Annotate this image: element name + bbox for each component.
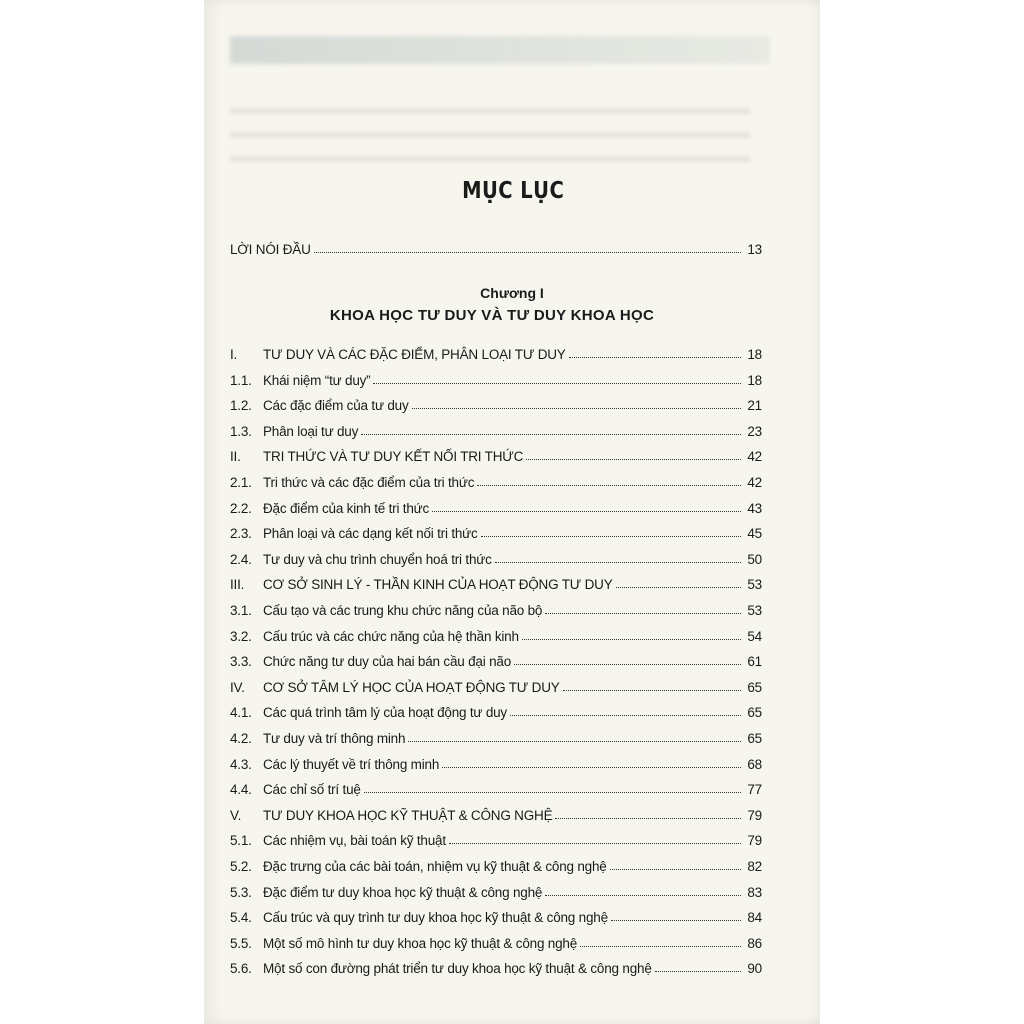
toc-entry: [230, 391, 762, 413]
dot-leader: [481, 536, 741, 537]
dot-leader: [616, 587, 741, 588]
dot-leader: [510, 715, 741, 716]
dot-leader: [569, 357, 741, 358]
bleed-through-line: [230, 132, 750, 138]
toc-entry-page: 79: [747, 807, 762, 823]
toc-entry-label: Cấu tạo và các trung khu chức năng của não bộ: [263, 603, 543, 618]
toc-entry-number: IV.: [230, 679, 245, 695]
toc-entry-number: 5.2.: [230, 859, 252, 874]
toc-entry-label: Tư duy và trí thông minh: [263, 731, 406, 746]
bleed-through-header: [230, 36, 770, 64]
toc-entry-number: 5.6.: [230, 961, 252, 977]
dot-leader: [655, 971, 741, 972]
toc-entry-label: TƯ DUY KHOA HỌC KỸ THUẬT & CÔNG NGHỆ: [263, 807, 553, 823]
toc-entry-page: 50: [747, 551, 762, 567]
toc-entry-label: Các lý thuyết về trí thông minh: [263, 756, 440, 772]
toc-entry-label: Một số mô hình tư duy khoa học kỹ thuật & công nghệ: [263, 935, 578, 951]
toc-entry-number: V.: [230, 807, 242, 823]
toc-entry-number: 2.1.: [230, 475, 252, 490]
toc-entry-number: 2.2.: [230, 500, 252, 516]
toc-entry: [230, 750, 762, 772]
toc-entry-number: 3.2.: [230, 628, 252, 644]
dot-leader: [364, 792, 741, 793]
dot-leader: [580, 946, 741, 947]
toc-entry-page: 61: [747, 654, 762, 670]
bleed-through-line: [230, 108, 750, 114]
toc-entry-page: 53: [747, 577, 762, 593]
toc-entry-number: 4.1.: [230, 705, 252, 721]
toc-entry-page: 42: [747, 475, 762, 490]
dot-leader: [432, 511, 741, 512]
toc-entry-number: 1.3.: [230, 423, 252, 439]
toc-entry-label: Khái niệm “tư duy”: [263, 372, 371, 388]
dot-leader: [526, 459, 741, 460]
toc-entry-page: 54: [747, 628, 762, 644]
toc-entry: [230, 954, 762, 976]
toc-entry: [230, 852, 762, 874]
toc-entry-number: III.: [230, 577, 245, 593]
toc-entry-label: Các nhiệm vụ, bài toán kỹ thuật: [263, 833, 446, 849]
toc-entry: [230, 801, 762, 823]
toc-entry: [230, 442, 762, 464]
toc-entry-page: 13: [747, 242, 762, 257]
dot-leader: [522, 639, 741, 640]
toc-entry-page: 79: [747, 833, 762, 849]
toc-entry-label: Phân loại tư duy: [263, 423, 359, 439]
toc-entry-number: 2.4.: [230, 551, 252, 567]
toc-entry: [230, 545, 762, 567]
toc-entry-label: LỜI NÓI ĐẦU: [230, 242, 311, 257]
toc-entry: [230, 417, 762, 439]
toc-entry-preface: [230, 235, 762, 257]
toc-entry-page: 77: [747, 782, 762, 798]
dot-leader: [314, 252, 741, 253]
toc-entry: [230, 570, 762, 592]
dot-leader: [449, 843, 741, 844]
toc-entry-label: Các chỉ số trí tuệ: [263, 782, 361, 798]
dot-leader: [373, 383, 741, 384]
toc-entry-page: 65: [747, 679, 762, 695]
toc-entry-page: 23: [747, 423, 762, 439]
toc-entry: [230, 622, 762, 644]
dot-leader: [495, 562, 741, 563]
toc-entry-label: Các đặc điểm của tư duy: [263, 398, 409, 414]
toc-entry-label: Đặc điểm của kinh tế tri thức: [263, 500, 430, 516]
toc-entry-number: 3.3.: [230, 654, 252, 670]
toc-entry-page: 65: [747, 705, 762, 721]
dot-leader: [610, 869, 741, 870]
toc-entry-number: 1.1.: [230, 372, 252, 388]
toc-entry: [230, 724, 762, 746]
toc-entry-page: 65: [747, 731, 762, 746]
toc-entry-label: Tư duy và chu trình chuyển hoá tri thức: [263, 551, 492, 567]
toc-entry-label: CƠ SỞ TÂM LÝ HỌC CỦA HOẠT ĐỘNG TƯ DUY: [263, 679, 560, 695]
dot-leader: [412, 408, 741, 409]
toc-entry-number: II.: [230, 449, 241, 465]
toc-entry-page: 18: [747, 347, 762, 362]
toc-entry-page: 21: [747, 398, 762, 414]
toc-entry-number: 1.2.: [230, 398, 252, 414]
toc-entry-number: 4.3.: [230, 756, 252, 772]
toc-entry-label: Cấu trúc và các chức năng của hệ thần kinh: [263, 628, 519, 644]
toc-entry-number: I.: [230, 347, 238, 362]
toc-entry-label: Đặc điểm tư duy khoa học kỹ thuật & công nghệ: [263, 884, 543, 900]
toc-entry-number: 3.1.: [230, 603, 252, 618]
toc-entry: [230, 468, 762, 490]
toc-entry: [230, 878, 762, 900]
toc-entry-page: 43: [747, 500, 762, 516]
dot-leader: [477, 485, 741, 486]
toc-entry-number: 5.5.: [230, 935, 252, 951]
dot-leader: [611, 920, 741, 921]
chapter-title: KHOA HỌC TƯ DUY VÀ TƯ DUY KHOA HỌC: [329, 307, 655, 324]
toc-entry-label: Cấu trúc và quy trình tư duy khoa học kỹ thuật & công nghệ: [263, 910, 608, 926]
toc-entry-number: 2.3.: [230, 526, 252, 542]
toc-entry-label: TRI THỨC VÀ TƯ DUY KẾT NỐI TRI THỨC: [263, 449, 524, 465]
toc-entry-number: 5.3.: [230, 884, 252, 900]
toc-entry: [230, 698, 762, 720]
toc-entry-page: 86: [747, 935, 762, 951]
bleed-through-line: [230, 156, 750, 162]
toc-entry: [230, 366, 762, 388]
toc-entry-page: 42: [747, 449, 762, 465]
dot-leader: [442, 767, 741, 768]
toc-entry-page: 82: [747, 859, 762, 874]
toc-entry-page: 45: [747, 526, 762, 542]
toc-entry-label: Phân loại và các dạng kết nối tri thức: [263, 526, 478, 542]
toc-entry-label: Tri thức và các đặc điểm của tri thức: [263, 475, 475, 490]
toc-entry-label: Một số con đường phát triển tư duy khoa học kỹ thuật & công nghệ: [263, 961, 652, 977]
toc-entry: [230, 673, 762, 695]
toc-entry-label: TƯ DUY VÀ CÁC ĐẶC ĐIỂM, PHÂN LOẠI TƯ DUY: [263, 347, 566, 362]
toc-entry-label: Đặc trưng của các bài toán, nhiệm vụ kỹ thuật & công nghệ: [263, 859, 607, 874]
toc-entry-page: 53: [747, 603, 762, 618]
toc-entry-number: 4.2.: [230, 731, 252, 746]
toc-entry: [230, 647, 762, 669]
toc-entry: [230, 494, 762, 516]
toc-entry: [230, 340, 762, 362]
dot-leader: [361, 434, 741, 435]
toc-entry: [230, 826, 762, 848]
dot-leader: [563, 690, 741, 691]
chapter-label: Chương I: [480, 285, 544, 301]
toc-entry-label: Các quá trình tâm lý của hoạt động tư duy: [263, 705, 507, 721]
toc-entry-page: 84: [747, 910, 762, 926]
dot-leader: [545, 613, 741, 614]
toc-entry: [230, 903, 762, 925]
dot-leader: [408, 741, 741, 742]
toc-entry-number: 5.4.: [230, 910, 252, 926]
toc-entry-number: 4.4.: [230, 782, 252, 798]
toc-entry-label: Chức năng tư duy của hai bán cầu đại não: [263, 654, 511, 670]
toc-entry: [230, 775, 762, 797]
toc-entry-page: 83: [747, 884, 762, 900]
dot-leader: [555, 818, 741, 819]
toc-entry: [230, 596, 762, 618]
page-title: MỤC LỤC: [462, 178, 565, 204]
toc-entry: [230, 519, 762, 541]
toc-entry-label: CƠ SỞ SINH LÝ - THẦN KINH CỦA HOẠT ĐỘNG TƯ DUY: [263, 577, 613, 593]
dot-leader: [514, 664, 741, 665]
toc-entry-number: 5.1.: [230, 833, 252, 849]
toc-entry-page: 68: [747, 756, 762, 772]
toc-entry-page: 18: [747, 372, 762, 388]
toc-entry: [230, 929, 762, 951]
toc-entry-page: 90: [747, 961, 762, 977]
dot-leader: [545, 895, 741, 896]
